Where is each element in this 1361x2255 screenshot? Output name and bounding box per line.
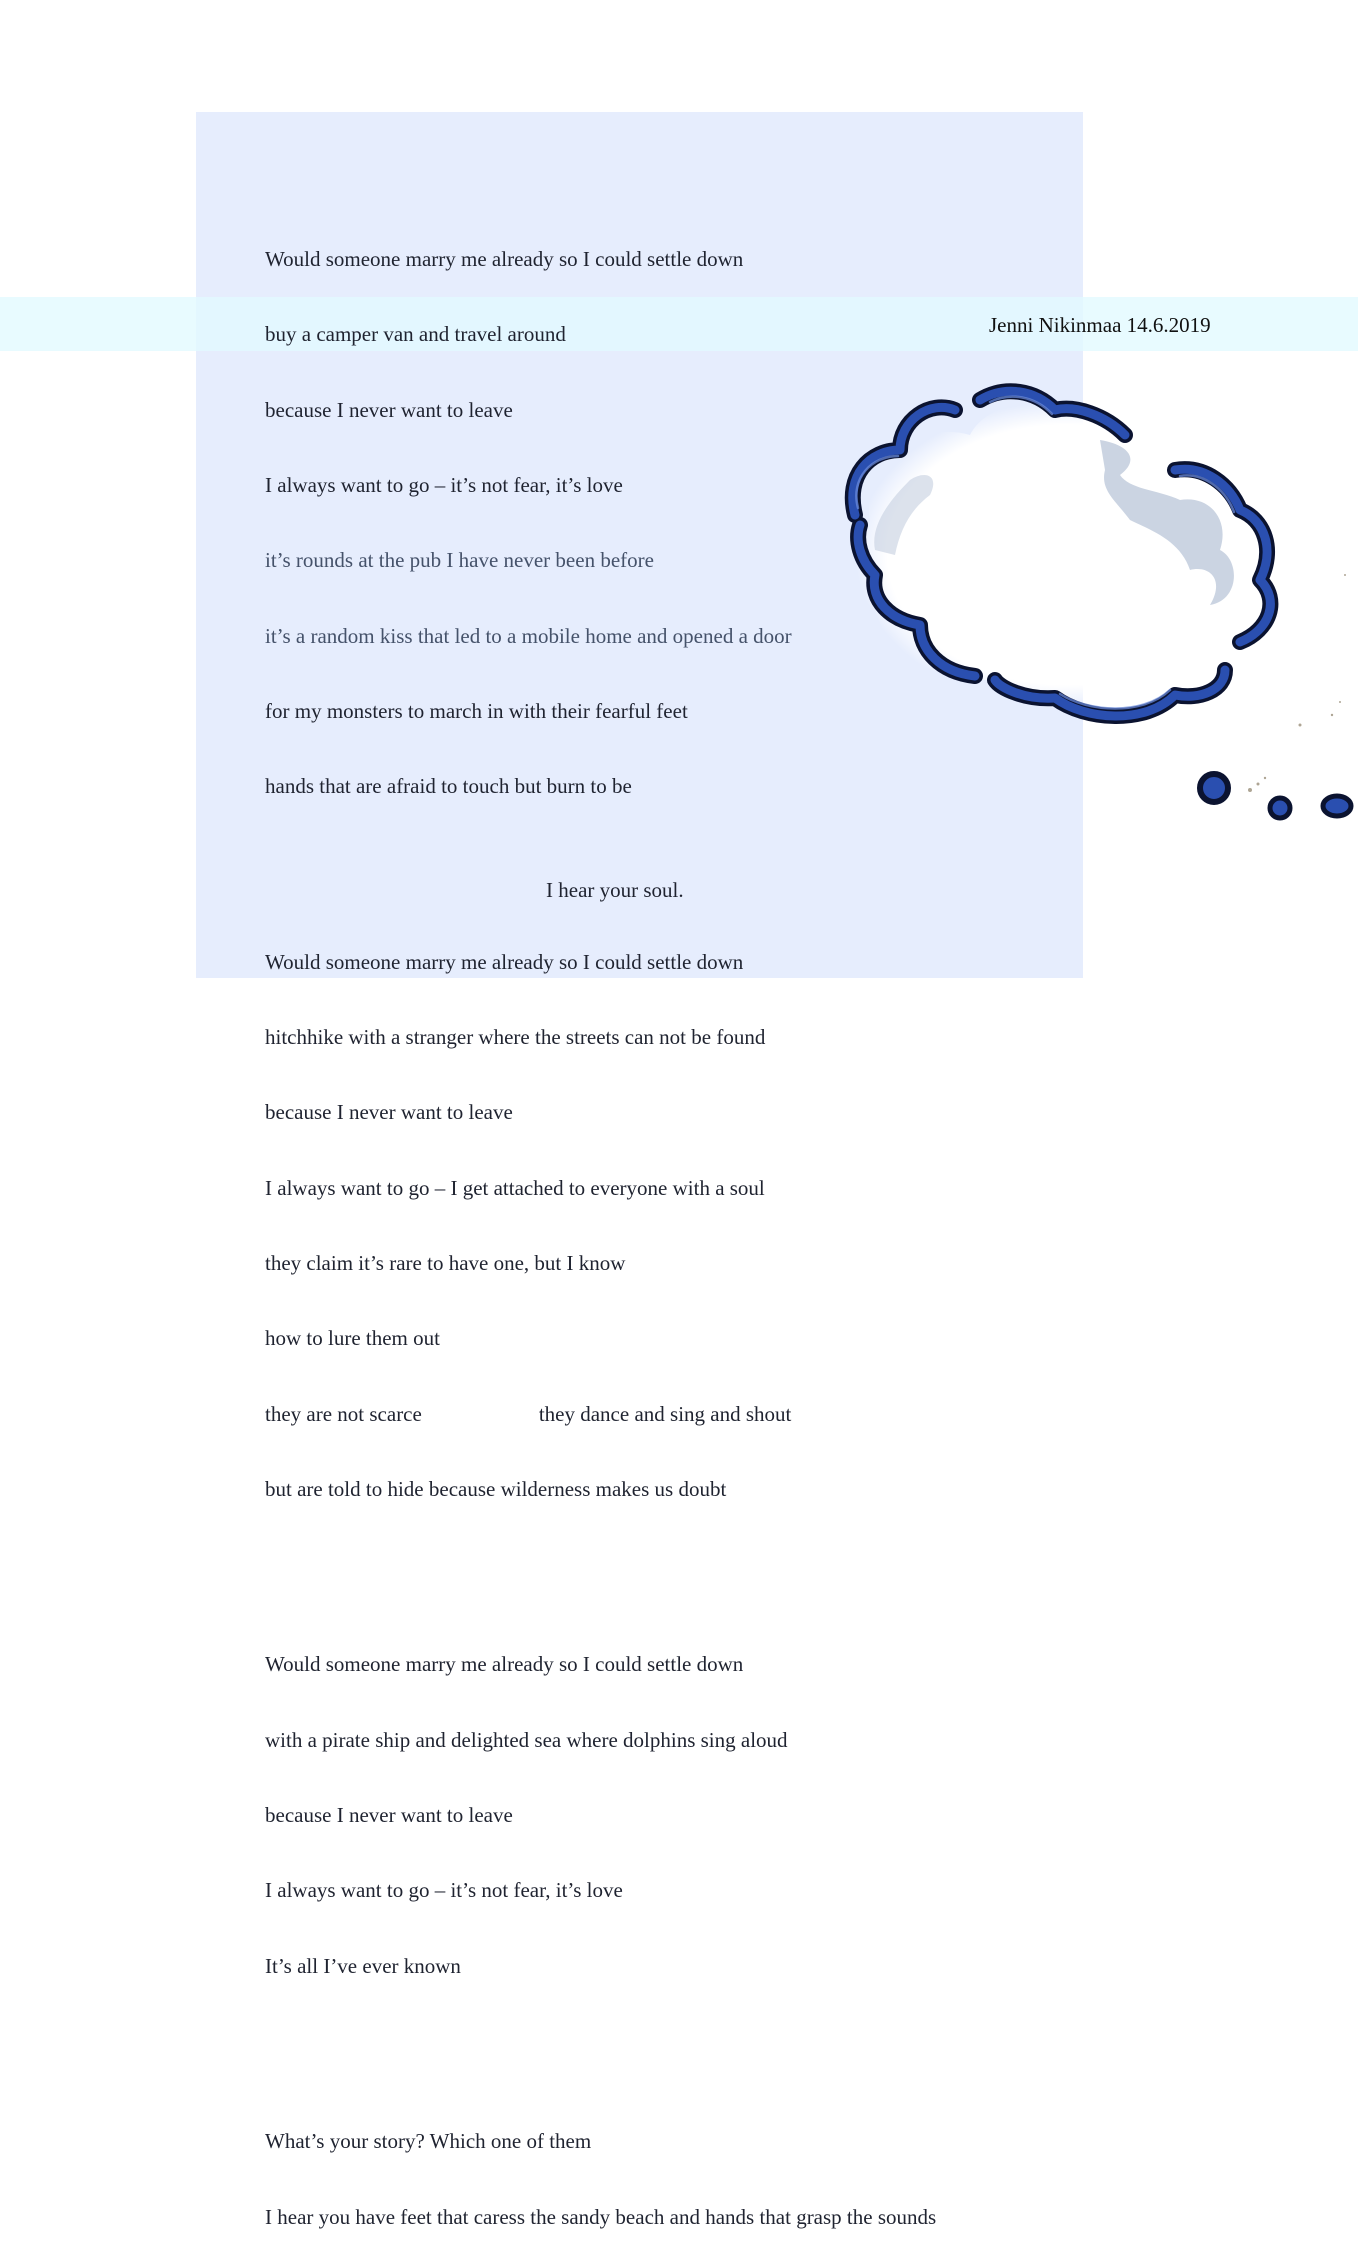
poem-line: they claim it’s rare to have one, but I know: [265, 1250, 626, 1275]
author-signature: Jenni Nikinmaa 14.6.2019: [989, 313, 1211, 337]
poem-line: hands that are afraid to touch but burn to be: [265, 774, 632, 799]
poem-line-right: they dance and sing and shout: [538, 1401, 792, 1426]
poem-line: What’s your story? Which one of them: [265, 2129, 592, 2154]
poem-line: buy a camper van and travel around: [265, 322, 566, 347]
poem-line: it’s rounds at the pub I have never been before: [265, 548, 654, 573]
poem-line: how to lure them out: [265, 1326, 440, 1351]
thought-dots: [1200, 774, 1351, 818]
stanza-break: [265, 849, 1025, 874]
poem-line: because I never want to leave: [265, 1803, 513, 1827]
stanza-break: [265, 1552, 1025, 1577]
poem-line: it’s a random kiss that led to a mobile home and opened a door: [265, 623, 792, 648]
poem-line: because I never want to leave: [265, 397, 513, 422]
poem-line: Would someone marry me already so I could settle down: [265, 247, 744, 272]
poem-line: I hear you have feet that caress the sandy beach and hands that grasp the sounds: [265, 2204, 937, 2229]
poem-line: I always want to go – it’s not fear, it’s love: [265, 473, 623, 498]
thought-dot: [1323, 796, 1351, 816]
stanza-break: [265, 2029, 1025, 2054]
poem-line: with a pirate ship and delighted sea where dolphins sing aloud: [265, 1727, 788, 1752]
poem-line: Would someone marry me already so I could settle down: [265, 949, 744, 974]
thought-bubble-icon: [830, 380, 1360, 840]
poem-line: but are told to hide because wilderness makes us doubt: [265, 1476, 727, 1501]
poem-line: I always want to go – I get attached to everyone with a soul: [265, 1175, 765, 1200]
poem-line: for my monsters to march in with their fearful feet: [265, 698, 688, 723]
poem-line: It’s all I’ve ever known: [265, 1953, 461, 1978]
poem-finale: I hear your soul.: [546, 878, 684, 902]
thought-dot: [1200, 774, 1228, 802]
poem-line: Would someone marry me already so I could settle down: [265, 1652, 744, 1677]
poem-split-line: [265, 1402, 1025, 1427]
thought-dot: [1270, 798, 1290, 818]
poem-line: hitchhike with a stranger where the streets can not be found: [265, 1025, 766, 1050]
poem-line: I always want to go – it’s not fear, it’s love: [265, 1878, 623, 1903]
poem-line-left: they are not scarce: [265, 1401, 422, 1426]
poem-line: because I never want to leave: [265, 1100, 513, 1125]
